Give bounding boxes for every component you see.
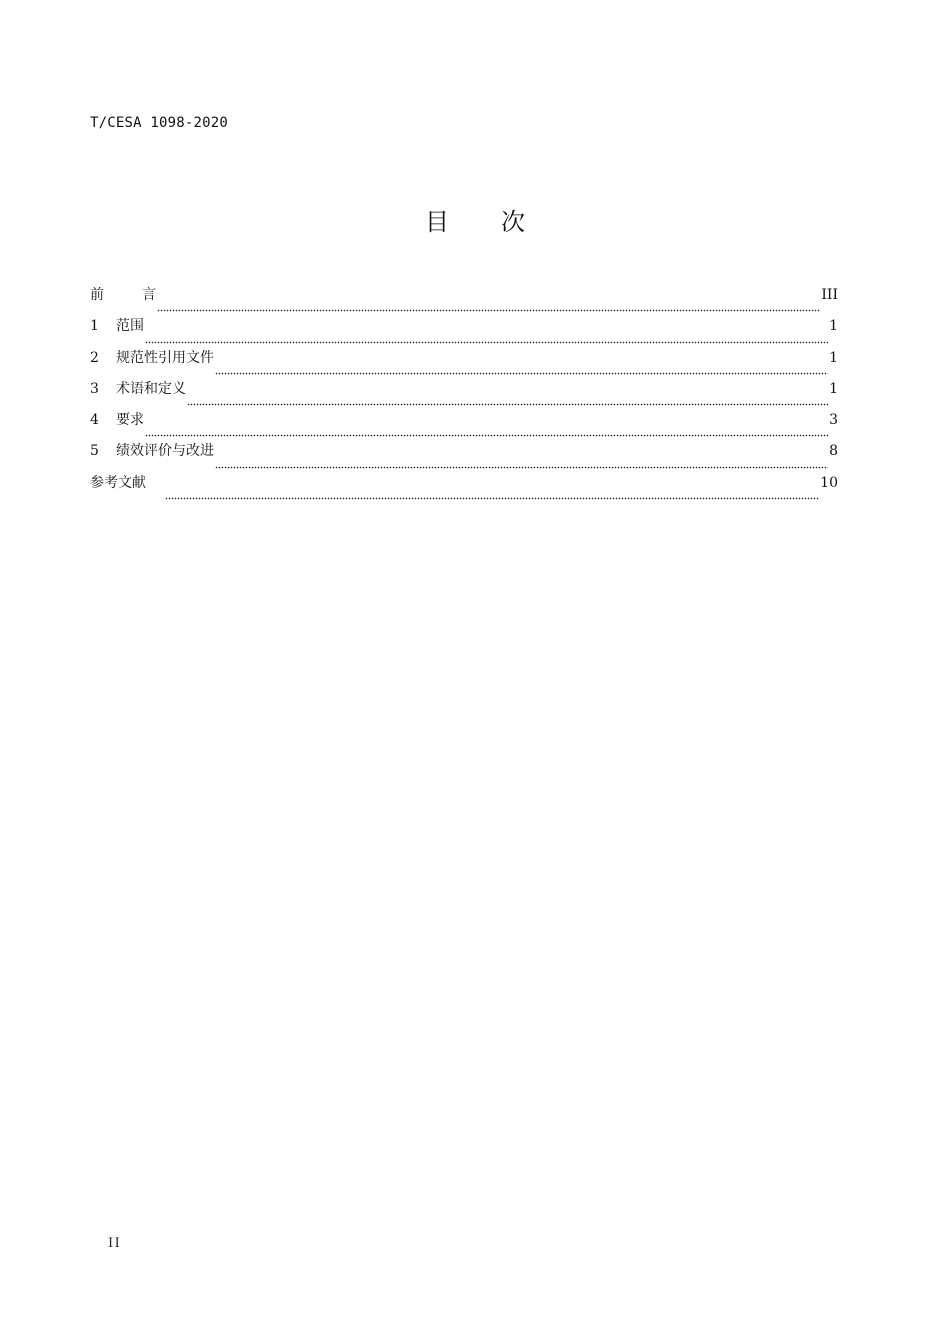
toc-leader-dots	[145, 423, 828, 437]
toc-entry-label: 规范性引用文件	[116, 349, 214, 366]
toc-entry-bibliography[interactable]	[90, 473, 838, 504]
toc-entry-normative-references[interactable]	[90, 348, 838, 379]
toc-entry-page: 8	[829, 443, 838, 460]
toc-entry-page: 3	[829, 412, 838, 429]
toc-entry-label	[90, 285, 156, 305]
toc-entry-label: 参考文献	[90, 474, 146, 491]
toc-entry-label: 术语和定义	[116, 380, 186, 397]
toc-leader-dots	[215, 361, 828, 375]
table-of-contents	[90, 285, 838, 504]
toc-entry-number: 3	[90, 380, 99, 397]
toc-entry-page: III	[821, 287, 838, 303]
toc-entry-number: 1	[90, 318, 99, 335]
toc-leader-dots	[187, 392, 828, 406]
toc-entry-label: 绩效评价与改进	[116, 443, 214, 460]
toc-leader-dots	[145, 330, 828, 344]
toc-leader-dots	[165, 486, 819, 500]
page-number: II	[108, 1236, 122, 1251]
toc-entry-number: 5	[90, 443, 99, 460]
toc-entry-number: 4	[90, 412, 99, 429]
toc-entry-label-first: 前	[90, 287, 104, 303]
toc-entry-page: 1	[829, 380, 838, 397]
toc-entry-terms-definitions[interactable]	[90, 379, 838, 410]
toc-title: 目次	[425, 208, 577, 236]
toc-entry-scope[interactable]	[90, 316, 838, 347]
toc-entry-requirements[interactable]	[90, 410, 838, 441]
toc-leader-dots	[215, 455, 828, 469]
toc-entry-label-second: 言	[142, 287, 156, 303]
toc-entry-page: 10	[820, 474, 838, 491]
toc-entry-label: 要求	[116, 412, 144, 429]
toc-entry-performance-evaluation[interactable]	[90, 441, 838, 472]
toc-entry-number: 2	[90, 349, 99, 366]
document-code: T/CESA 1098-2020	[90, 115, 229, 131]
toc-entry-foreword[interactable]	[90, 285, 838, 316]
toc-entry-page: 1	[829, 349, 838, 366]
toc-entry-label: 范围	[116, 318, 144, 335]
toc-leader-dots	[157, 298, 820, 312]
toc-entry-page: 1	[829, 318, 838, 335]
